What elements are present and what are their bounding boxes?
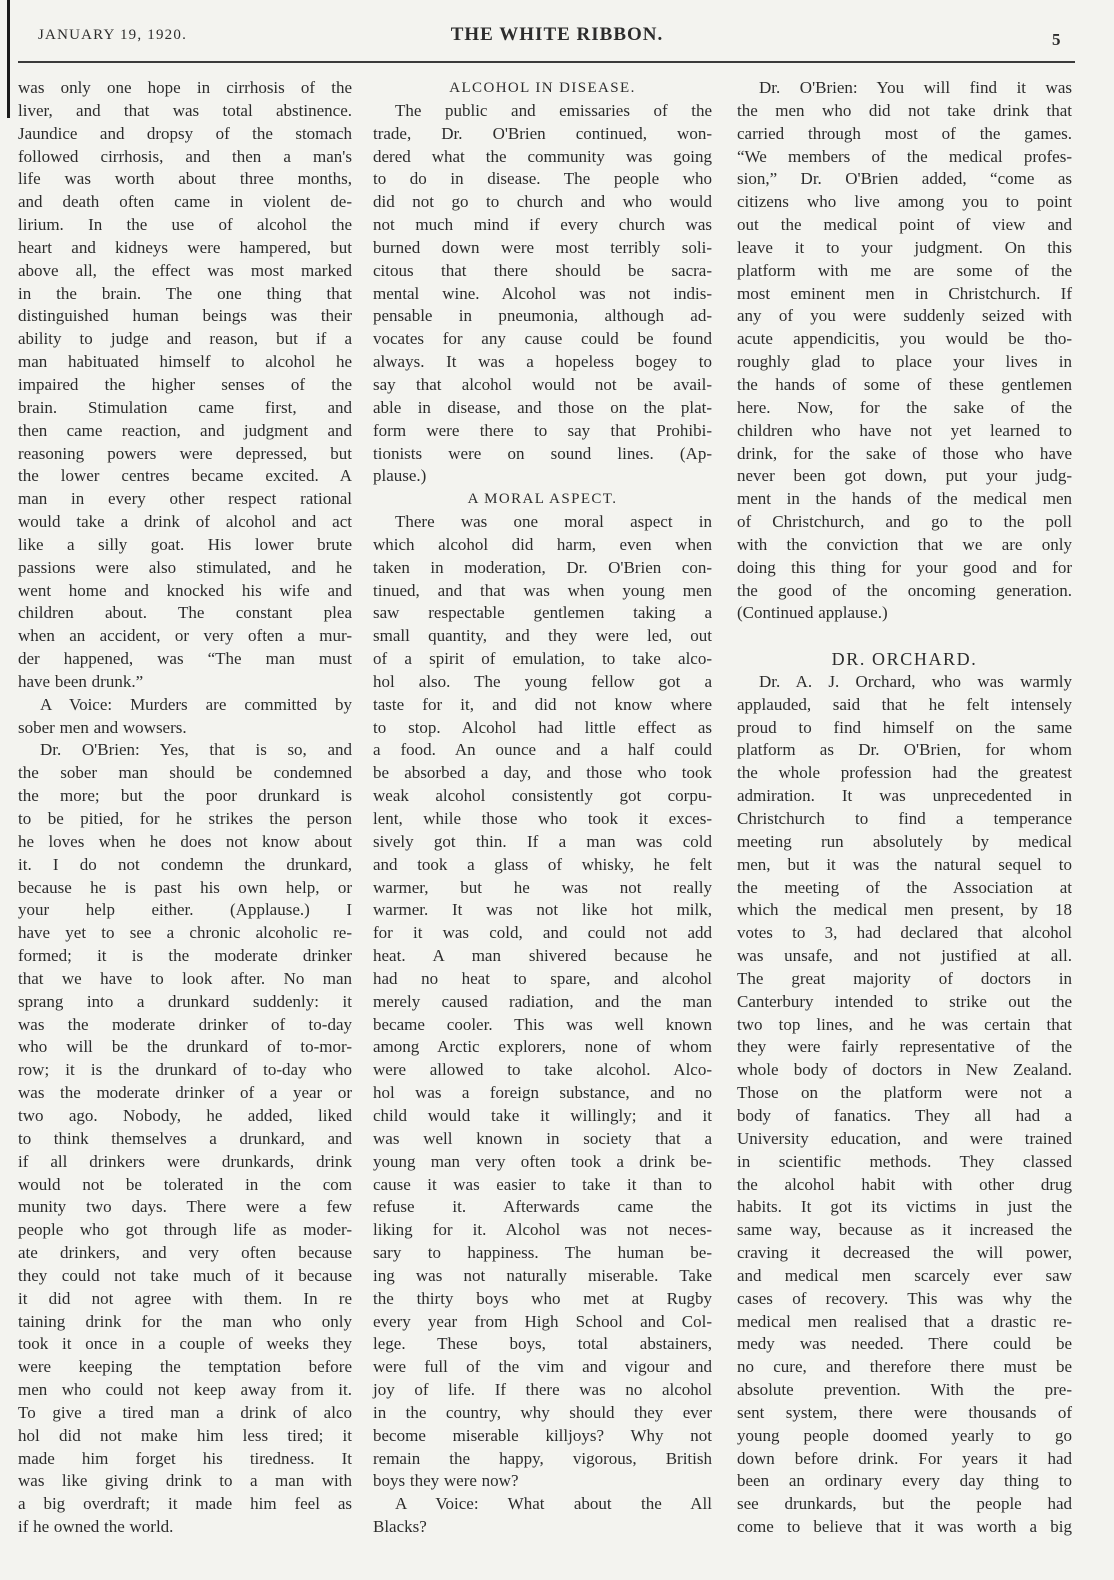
text-line: who will be the drunkard of to-mor- [18, 1037, 352, 1057]
text-line: people who got through life as moder- [18, 1220, 352, 1240]
text-line: tionists were on sound lines. (Ap- [373, 443, 712, 463]
text-line: plause.) [373, 466, 427, 486]
text-line: have yet to see a chronic alcoholic re- [18, 923, 352, 943]
text-line: There was one moral aspect in [395, 512, 712, 532]
text-line: platform as Dr. O'Brien, for whom [737, 740, 1072, 760]
text-line: Dr. O'Brien: Yes, that is so, and [40, 740, 352, 760]
text-line: sprang into a drunkard suddenly: it [18, 991, 352, 1011]
text-line: A Voice: Murders are committed by [40, 694, 352, 714]
text-line: among Arctic explorers, none of whom [373, 1037, 712, 1057]
text-line: was like giving drink to a man with [18, 1471, 352, 1491]
text-line: Dr. O'Brien: You will find it was [759, 78, 1072, 97]
text-line: the lower centres became excited. A [18, 466, 352, 486]
text-line: leave it to your judgment. On this [737, 237, 1072, 257]
text-line: and medical men scarcely ever saw [737, 1265, 1072, 1285]
text-line: that we have to look after. No man [18, 968, 352, 988]
text-line: proud to find himself on the same [737, 717, 1072, 737]
text-line: liking for it. Alcohol was not neces- [373, 1220, 712, 1240]
text-line: if he owned the world. [18, 1517, 174, 1537]
text-line: child would take it willingly; and it [373, 1105, 712, 1125]
text-line: always. It was a hopeless bogey to [373, 352, 712, 372]
section-heading-alcohol-in-disease: ALCOHOL IN DISEASE. [449, 80, 636, 96]
text-line: Dr. A. J. Orchard, who was warmly [759, 671, 1072, 691]
text-line: it did not agree with them. In re [18, 1288, 352, 1308]
text-line: the men who did not take drink that [737, 100, 1072, 120]
text-line: of Christchurch, and go to the poll [737, 512, 1072, 532]
text-line: become miserable killjoys? Why not [373, 1425, 712, 1445]
paragraph [18, 739, 352, 1539]
text-line: “We members of the medical profes- [737, 146, 1072, 166]
publication-title: THE WHITE RIBBON. [450, 24, 664, 45]
text-line: were keeping the temptation before [18, 1357, 352, 1377]
column-1 [18, 77, 352, 1539]
text-line: a food. An ounce and a half could [373, 740, 712, 760]
text-line: like a silly goat. His lower brute [18, 534, 352, 554]
text-line: down before drink. For years it had [737, 1448, 1072, 1468]
text-line: row; it is the drunkard of to-day who [18, 1060, 352, 1080]
text-line: medy was needed. There could be [737, 1334, 1072, 1354]
text-line: they were fairly representative of the [737, 1037, 1072, 1057]
text-line: they could not take much of it because [18, 1265, 352, 1285]
text-line: absolute prevention. With the pre- [737, 1380, 1072, 1400]
text-line: Jaundice and dropsy of the stomach [18, 123, 352, 143]
text-line: have been drunk.” [18, 671, 144, 691]
text-line: lege. These boys, total abstainers, [373, 1334, 712, 1354]
text-line: in scientific methods. They classed [737, 1151, 1072, 1171]
text-line: was well known in society that a [373, 1128, 712, 1148]
text-line: To give a tired man a drink of alco [18, 1402, 352, 1422]
text-line: Blacks? [373, 1517, 427, 1537]
text-line: would not be tolerated in the com [18, 1174, 352, 1194]
text-line: lent, while those who took it exces- [373, 809, 712, 828]
text-line: burned down were most terribly soli- [373, 237, 712, 257]
text-line: most eminent men in Christchurch. If [737, 283, 1072, 303]
text-line: never been got down, put your judg- [737, 466, 1072, 486]
text-line: craving it decreased the will power, [737, 1243, 1072, 1263]
text-line: heat. A man shivered because he [373, 946, 712, 966]
text-line: sively got thin. If a man was cold [373, 831, 712, 851]
text-line: with the conviction that we are only [737, 534, 1072, 554]
text-line: applauded, said that he felt intensely [737, 694, 1072, 714]
text-line: were full of the vim and vigour and [373, 1357, 712, 1377]
text-line: A Voice: What about the All [395, 1494, 712, 1514]
issue-date: JANUARY 19, 1920. [38, 27, 188, 43]
text-line: see drunkards, but the people had [737, 1494, 1072, 1514]
text-line: if all drinkers were drunkards, drink [18, 1151, 352, 1171]
text-line: meeting run absolutely by medical [737, 831, 1072, 851]
text-line: pensable in pneumonia, although ad- [373, 306, 712, 326]
text-line: The great majority of doctors in [737, 968, 1072, 988]
section-heading-a-moral-aspect: A MORAL ASPECT. [467, 491, 618, 508]
text-line: for it was cold, and could not add [373, 923, 712, 943]
text-line: refuse it. Afterwards came the [373, 1197, 712, 1217]
text-line: above all, the effect was most marked [18, 260, 352, 280]
paragraph [373, 511, 712, 1493]
text-line: was the moderate drinker of a year or [18, 1083, 352, 1103]
text-line: same way, because as it increased the [737, 1220, 1072, 1240]
text-line: not much mind if every church was [373, 215, 712, 235]
text-line: in the country, why should they ever [373, 1402, 712, 1422]
text-line: sary to happiness. The human be- [373, 1243, 712, 1263]
text-line: two ago. Nobody, he added, liked [18, 1105, 352, 1125]
text-line: he loves when he does not know about [18, 831, 352, 851]
text-line: tinued, and that was when young men [373, 580, 712, 600]
text-line: sober men and wowsers. [18, 717, 187, 737]
text-line: boys they were now? [373, 1471, 519, 1491]
text-line: come to believe that it was worth a big [737, 1517, 1072, 1537]
paragraph [737, 671, 1072, 1539]
text-line: body of fanatics. They all had a [737, 1105, 1072, 1125]
text-line: which alcohol did harm, even when [373, 534, 712, 554]
text-line: were allowed to take alcohol. Alco- [373, 1060, 712, 1080]
paragraph [373, 100, 712, 488]
header-rule [18, 61, 1075, 63]
text-line: was only one hope in cirrhosis of the [18, 78, 352, 97]
text-line: citous that there should be sacra- [373, 260, 712, 280]
text-line: able in disease, and those on the plat- [373, 397, 712, 417]
text-line: hol also. The young fellow got a [373, 671, 712, 691]
text-line: the thirty boys who met at Rugby [373, 1288, 712, 1308]
text-line: was the moderate drinker of to-day [18, 1014, 352, 1034]
section-heading-dr-orchard: DR. ORCHARD. [831, 649, 978, 670]
text-line: young people doomed yearly to go [737, 1425, 1072, 1445]
text-line: Canterbury intended to strike out the [737, 991, 1072, 1011]
text-line: the alcohol habit with other drug [737, 1174, 1072, 1194]
text-line: joy of life. If there was no alcohol [373, 1380, 712, 1400]
text-line: life was worth about three months, [18, 169, 352, 189]
text-line: merely caused radiation, and the man [373, 991, 712, 1011]
text-line: Christchurch to find a temperance [737, 809, 1072, 828]
text-line: liver, and that was total abstinence. [18, 100, 352, 120]
text-line: men, but it was the natural sequel to [737, 854, 1072, 874]
text-line: platform with me are some of the [737, 260, 1072, 280]
text-line: hol did not make him less tired; it [18, 1425, 352, 1445]
paragraph [18, 77, 352, 694]
text-line: lirium. In the use of alcohol the [18, 215, 352, 235]
text-line: taken in moderation, Dr. O'Brien con- [373, 557, 712, 577]
text-line: Those on the platform were not a [737, 1083, 1072, 1103]
text-line: admiration. It was unprecedented in [737, 786, 1072, 806]
text-line: distinguished human beings was their [18, 306, 352, 326]
text-line: trade, Dr. O'Brien continued, won- [373, 123, 712, 143]
text-line: been an ordinary every day thing to [737, 1471, 1072, 1491]
text-line: brain. Stimulation came first, and [18, 397, 352, 417]
text-line: of a spirit of emulation, to take alco- [373, 649, 712, 669]
text-line: took it once in a couple of weeks they [18, 1334, 352, 1354]
text-line: children about. The constant plea [18, 603, 352, 623]
text-line: sent system, there were thousands of [737, 1402, 1072, 1422]
text-line: remain the happy, vigorous, British [373, 1448, 712, 1468]
text-line: two top lines, and he was certain that [737, 1014, 1072, 1034]
text-line: formed; it is the moderate drinker [18, 946, 352, 966]
text-line: here. Now, for the sake of the [737, 397, 1072, 417]
text-line: made him forget his tiredness. It [18, 1448, 352, 1468]
text-line: the good of the oncoming generation. [737, 580, 1072, 600]
column-3 [737, 77, 1072, 1539]
text-line: a big overdraft; it made him feel as [18, 1494, 352, 1514]
text-line: passions were also stimulated, and he [18, 557, 352, 577]
text-line: mental wine. Alcohol was not indis- [373, 283, 712, 303]
text-line: medical men realised that a drastic re- [737, 1311, 1072, 1331]
column-2 [373, 77, 712, 1539]
text-line: acute appendicitis, you would be tho- [737, 329, 1072, 349]
text-line: had no heat to spare, and alcohol [373, 968, 712, 988]
text-line: saw respectable gentlemen taking a [373, 603, 712, 623]
text-line: The public and emissaries of the [395, 100, 712, 120]
text-line: would take a drink of alcohol and act [18, 512, 352, 532]
text-line: the sober man should be condemned [18, 763, 352, 783]
text-line: dered what the community was going [373, 146, 712, 166]
text-line: der happened, was “The man must [18, 649, 352, 669]
text-line: reasoning powers were depressed, but [18, 443, 352, 463]
text-line: warmer, but he was not really [373, 877, 712, 897]
scan-edge-mark [7, 0, 10, 118]
text-line: out the medical point of view and [737, 215, 1072, 235]
text-line: and took a glass of whisky, he felt [373, 854, 712, 874]
text-line: your help either. (Applause.) I [18, 900, 352, 920]
text-line: did not go to church and who would [373, 192, 712, 212]
text-line: cases of recovery. This was why the [737, 1288, 1072, 1308]
text-line: say that alcohol would not be avail- [373, 374, 712, 394]
text-line: the more; but the poor drunkard is [18, 786, 352, 806]
text-line: weak alcohol consistently got corpu- [373, 786, 712, 806]
text-line: the hands of some of these gentlemen [737, 374, 1072, 394]
text-line: men who could not keep away from it. [18, 1380, 352, 1400]
text-line: vocates for any cause could be found [373, 329, 712, 349]
text-line: taining drink for the man who only [18, 1311, 352, 1331]
text-line: small quantity, and they were led, out [373, 626, 712, 646]
text-line: be absorbed a day, and those who took [373, 763, 712, 783]
text-line: cause it was easier to take it than to [373, 1174, 712, 1194]
text-line: to do in disease. The people who [373, 169, 712, 189]
text-line: (Continued applause.) [737, 603, 888, 623]
text-line: votes to 3, had declared that alcohol [737, 923, 1072, 943]
text-line: and death often came in violent de- [18, 192, 352, 212]
text-line: taste for it, and did not know where [373, 694, 712, 714]
text-line: because he is past his own help, or [18, 877, 352, 897]
text-line: ing was not naturally miserable. Take [373, 1265, 712, 1285]
text-line: roughly glad to place your lives in [737, 352, 1072, 372]
text-line: drink, for the sake of those who have [737, 443, 1072, 463]
text-line: became cooler. This was well known [373, 1014, 712, 1034]
text-line: citizens who live among you to point [737, 192, 1072, 212]
text-line: hol was a foreign substance, and no [373, 1083, 712, 1103]
text-line: then came reaction, and judgment and [18, 420, 352, 440]
text-line: children who have not yet learned to [737, 420, 1072, 440]
text-line: no cure, and therefore there must be [737, 1357, 1072, 1377]
text-line: to stop. Alcohol had little effect as [373, 717, 712, 737]
text-line: to be pitied, for he strikes the person [18, 809, 352, 828]
text-line: warmer. It was not like hot milk, [373, 900, 712, 920]
paragraph [18, 694, 352, 740]
text-line: to think themselves a drunkard, and [18, 1128, 352, 1148]
text-line: heart and kidneys were hampered, but [18, 237, 352, 257]
text-line: followed cirrhosis, and then a man's [18, 146, 352, 166]
text-line: young man very often took a drink be- [373, 1151, 712, 1171]
text-line: the meeting of the Association at [737, 877, 1072, 897]
text-line: University education, and were trained [737, 1128, 1072, 1148]
text-line: carried through most of the games. [737, 123, 1072, 143]
text-line: it. I do not condemn the drunkard, [18, 854, 352, 874]
paragraph [373, 1493, 712, 1539]
text-line: when an accident, or very often a mur- [18, 626, 352, 646]
page-number: 5 [1052, 30, 1061, 49]
text-line: went home and knocked his wife and [18, 580, 352, 600]
text-line: doing this thing for your good and for [737, 557, 1072, 577]
text-line: impaired the higher senses of the [18, 374, 352, 394]
paragraph [737, 77, 1072, 625]
text-line: man in every other respect rational [18, 489, 352, 509]
text-line: any of you were suddenly seized with [737, 306, 1072, 326]
text-line: habits. It got its victims in just the [737, 1197, 1072, 1217]
text-line: ment in the hands of the medical men [737, 489, 1072, 509]
text-line: whole body of doctors in New Zealand. [737, 1060, 1072, 1080]
text-line: in the brain. The one thing that [18, 283, 352, 303]
text-line: form were there to say that Prohibi- [373, 420, 712, 440]
text-line: the whole profession had the greatest [737, 763, 1072, 783]
text-line: ability to judge and reason, but if a [18, 329, 352, 349]
text-line: man habituated himself to alcohol he [18, 352, 352, 372]
text-line: munity two days. There were a few [18, 1197, 352, 1217]
text-line: was unsafe, and not justified at all. [737, 946, 1072, 966]
text-line: ate drinkers, and very often because [18, 1243, 352, 1263]
text-line: every year from High School and Col- [373, 1311, 712, 1331]
text-line: sion,” Dr. O'Brien added, “come as [737, 169, 1072, 189]
text-line: which the medical men present, by 18 [737, 900, 1072, 920]
